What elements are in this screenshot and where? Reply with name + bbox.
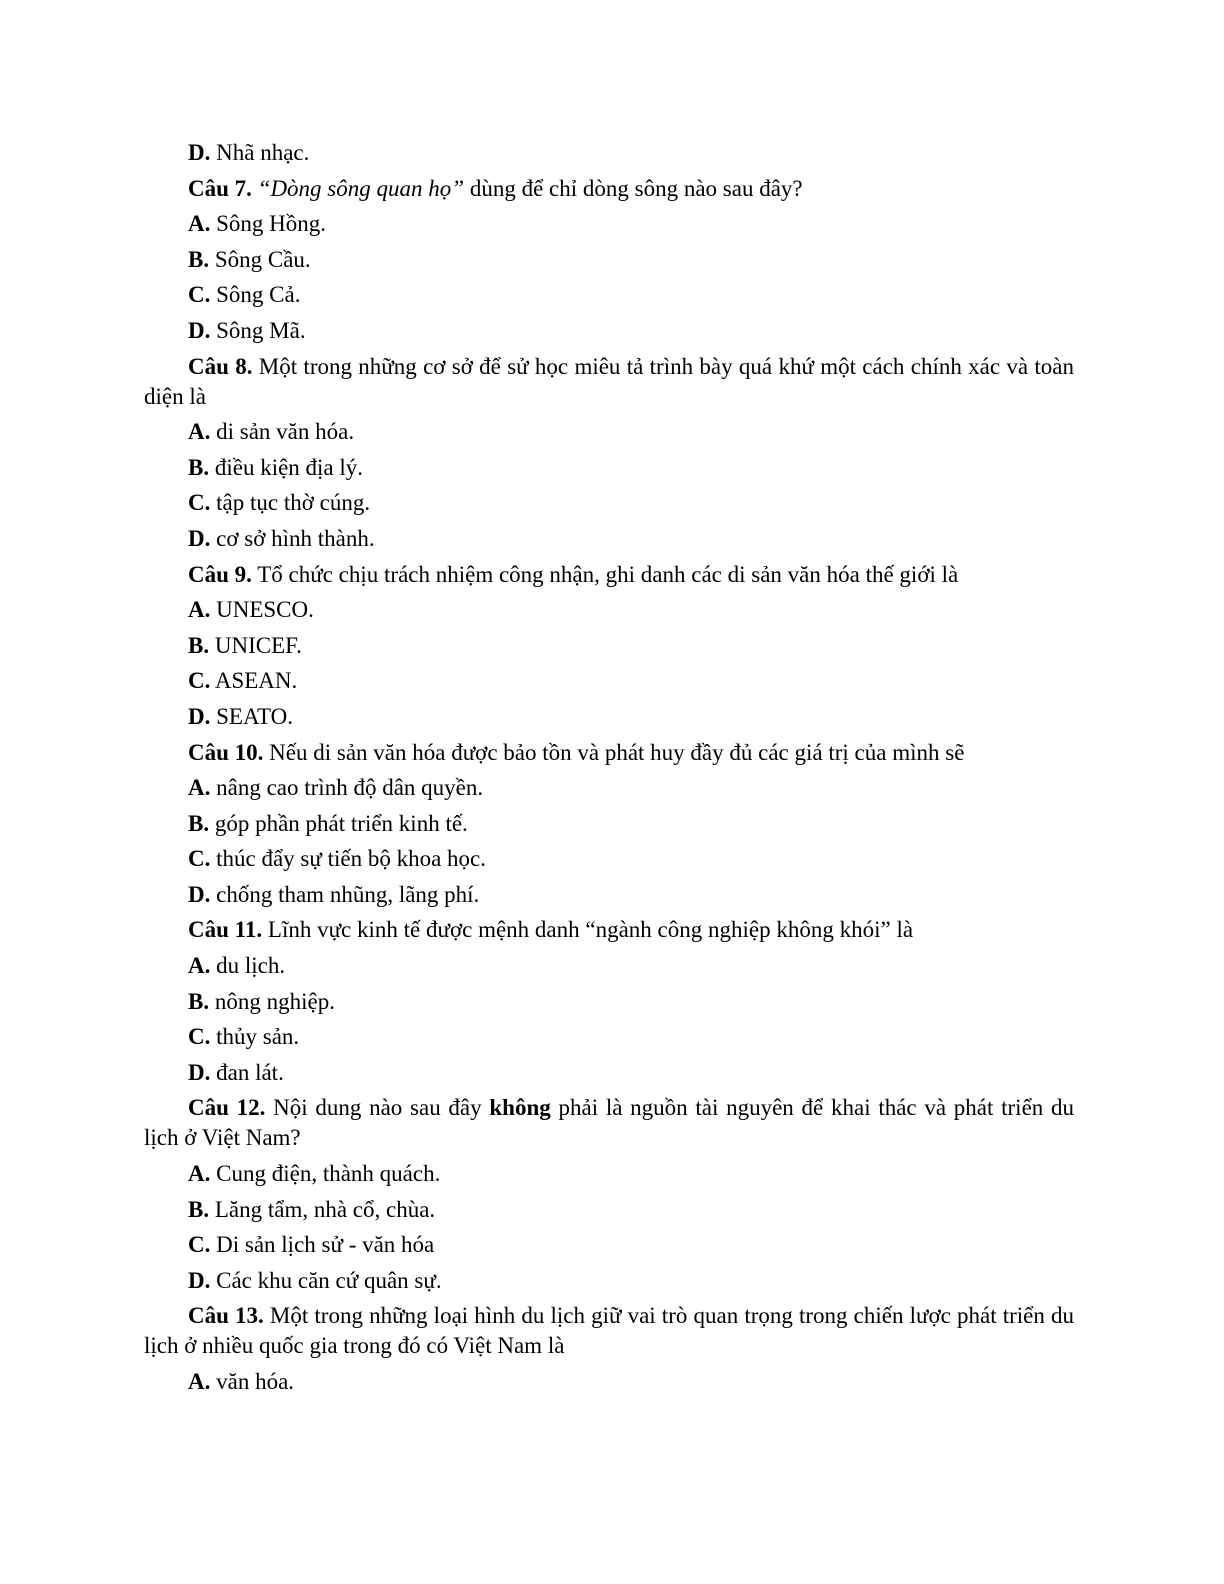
option-letter: D. xyxy=(188,317,211,343)
option-letter: C. xyxy=(188,846,211,872)
option-q8-a xyxy=(144,417,1074,447)
question-label: Câu 8. xyxy=(188,353,253,379)
option-letter: A. xyxy=(188,775,211,801)
option-letter: A. xyxy=(188,597,211,623)
option-text: cơ sở hình thành. xyxy=(210,525,375,551)
option-text: tập tục thờ cúng. xyxy=(210,490,371,516)
option-text: UNICEF. xyxy=(209,632,302,658)
question-8 xyxy=(144,352,1074,412)
option-q12-a xyxy=(144,1159,1074,1189)
option-letter: A. xyxy=(188,953,211,979)
option-q9-a xyxy=(144,595,1074,625)
option-q8-c xyxy=(144,488,1074,518)
question-9 xyxy=(144,560,1074,590)
option-letter: C. xyxy=(188,1232,211,1258)
option-text: Sông Hồng. xyxy=(210,211,327,237)
option-letter: D. xyxy=(188,140,211,165)
question-label: Câu 12. xyxy=(188,1095,266,1121)
option-letter: C. xyxy=(188,490,211,516)
option-q10-c xyxy=(144,844,1074,874)
option-letter: D. xyxy=(188,1059,211,1085)
option-q11-d xyxy=(144,1058,1074,1088)
option-text: đan lát. xyxy=(210,1059,284,1085)
option-q13-a xyxy=(144,1367,1074,1397)
option-text: di sản văn hóa. xyxy=(210,419,355,445)
option-text: SEATO. xyxy=(210,703,294,729)
option-text: nông nghiệp. xyxy=(209,988,335,1014)
option-text: Nhã nhạc. xyxy=(210,140,310,165)
question-stem-bold: không xyxy=(489,1095,551,1121)
option-letter: B. xyxy=(188,1196,210,1222)
option-q12-c xyxy=(144,1230,1074,1260)
option-text: UNESCO. xyxy=(210,597,314,623)
option-q7-c xyxy=(144,280,1074,310)
option-text: thúc đẩy sự tiến bộ khoa học. xyxy=(210,846,487,872)
option-q10-d xyxy=(144,880,1074,910)
option-q11-c xyxy=(144,1022,1074,1052)
question-13 xyxy=(144,1301,1074,1361)
option-letter: D. xyxy=(188,881,211,907)
option-q8-d xyxy=(144,524,1074,554)
option-letter: C. xyxy=(188,668,211,694)
question-label: Câu 13. xyxy=(188,1303,264,1329)
question-10 xyxy=(144,738,1074,768)
question-stem-italic: “Dòng sông quan họ” xyxy=(257,175,465,201)
question-stem: phải là nguồn tài nguyên để khai thác và phát triển du lịch ở Việt Nam? xyxy=(144,1095,1075,1151)
question-label: Câu 9. xyxy=(188,561,252,587)
option-letter: C. xyxy=(188,1024,211,1050)
option-text: Sông Cả. xyxy=(210,282,301,308)
option-text: Cung điện, thành quách. xyxy=(210,1161,441,1187)
question-stem: Tổ chức chịu trách nhiệm công nhận, ghi danh các di sản văn hóa thế giới là xyxy=(251,561,959,587)
option-q11-a xyxy=(144,951,1074,981)
question-7 xyxy=(144,174,1074,204)
question-stem: Một trong những cơ sở để sử học miêu tả trình bày quá khứ một cách chính xác và toàn diện là xyxy=(144,353,1075,409)
option-letter: B. xyxy=(188,632,210,658)
option-letter: B. xyxy=(188,454,210,480)
option-letter: B. xyxy=(188,246,210,272)
option-q9-c xyxy=(144,666,1074,696)
option-text: ASEAN. xyxy=(210,668,298,694)
option-text: Di sản lịch sử - văn hóa xyxy=(210,1232,435,1258)
question-stem: dùng để chỉ dòng sông nào sau đây? xyxy=(464,175,803,201)
option-text: điều kiện địa lý. xyxy=(209,454,364,480)
option-letter: A. xyxy=(188,1161,211,1187)
question-label: Câu 10. xyxy=(188,739,264,765)
option-letter: D. xyxy=(188,1267,211,1293)
question-12 xyxy=(144,1093,1074,1153)
option-text: Lăng tẩm, nhà cổ, chùa. xyxy=(209,1196,436,1222)
option-letter: D. xyxy=(188,703,211,729)
option-letter: A. xyxy=(188,1369,211,1394)
option-q10-a xyxy=(144,773,1074,803)
option-q7-a xyxy=(144,209,1074,239)
option-text: chống tham nhũng, lãng phí. xyxy=(210,881,480,907)
option-letter: B. xyxy=(188,810,210,836)
question-stem: Nội dung nào sau đây xyxy=(265,1095,490,1121)
option-q12-d xyxy=(144,1266,1074,1296)
option-q8-b xyxy=(144,453,1074,483)
option-text: Sông Cầu. xyxy=(209,246,311,272)
option-q7-d xyxy=(144,316,1074,346)
question-label: Câu 11. xyxy=(188,917,263,943)
option-letter: A. xyxy=(188,211,211,237)
question-stem: Một trong những loại hình du lịch giữ vai trò quan trọng trong chiến lược phát triển du lịch ở nhiều quốc gia trong đó có Việt Nam là xyxy=(144,1303,1074,1359)
option-text: Các khu căn cứ quân sự. xyxy=(210,1267,442,1293)
option-text: góp phần phát triển kinh tế. xyxy=(209,810,468,836)
option-q9-b xyxy=(144,631,1074,661)
option-text: thủy sản. xyxy=(210,1024,300,1050)
option-q7-b xyxy=(144,245,1074,275)
option-q11-b xyxy=(144,987,1074,1017)
question-stem: Lĩnh vực kinh tế được mệnh danh “ngành công nghiệp không khói” là xyxy=(262,917,914,943)
option-letter: C. xyxy=(188,282,211,308)
document-page xyxy=(144,138,1074,1403)
option-text: du lịch. xyxy=(210,953,286,979)
option-text: văn hóa. xyxy=(210,1369,295,1394)
option-q6-d xyxy=(144,138,1074,168)
option-letter: B. xyxy=(188,988,210,1014)
option-letter: D. xyxy=(188,525,211,551)
option-q10-b xyxy=(144,809,1074,839)
option-q9-d xyxy=(144,702,1074,732)
option-text: Sông Mã. xyxy=(210,317,306,343)
question-label: Câu 7. xyxy=(188,175,252,201)
option-q12-b xyxy=(144,1195,1074,1225)
option-letter: A. xyxy=(188,419,211,445)
question-stem: Nếu di sản văn hóa được bảo tồn và phát huy đầy đủ các giá trị của mình sẽ xyxy=(263,739,965,765)
question-11 xyxy=(144,915,1074,945)
option-text: nâng cao trình độ dân quyền. xyxy=(210,775,484,801)
